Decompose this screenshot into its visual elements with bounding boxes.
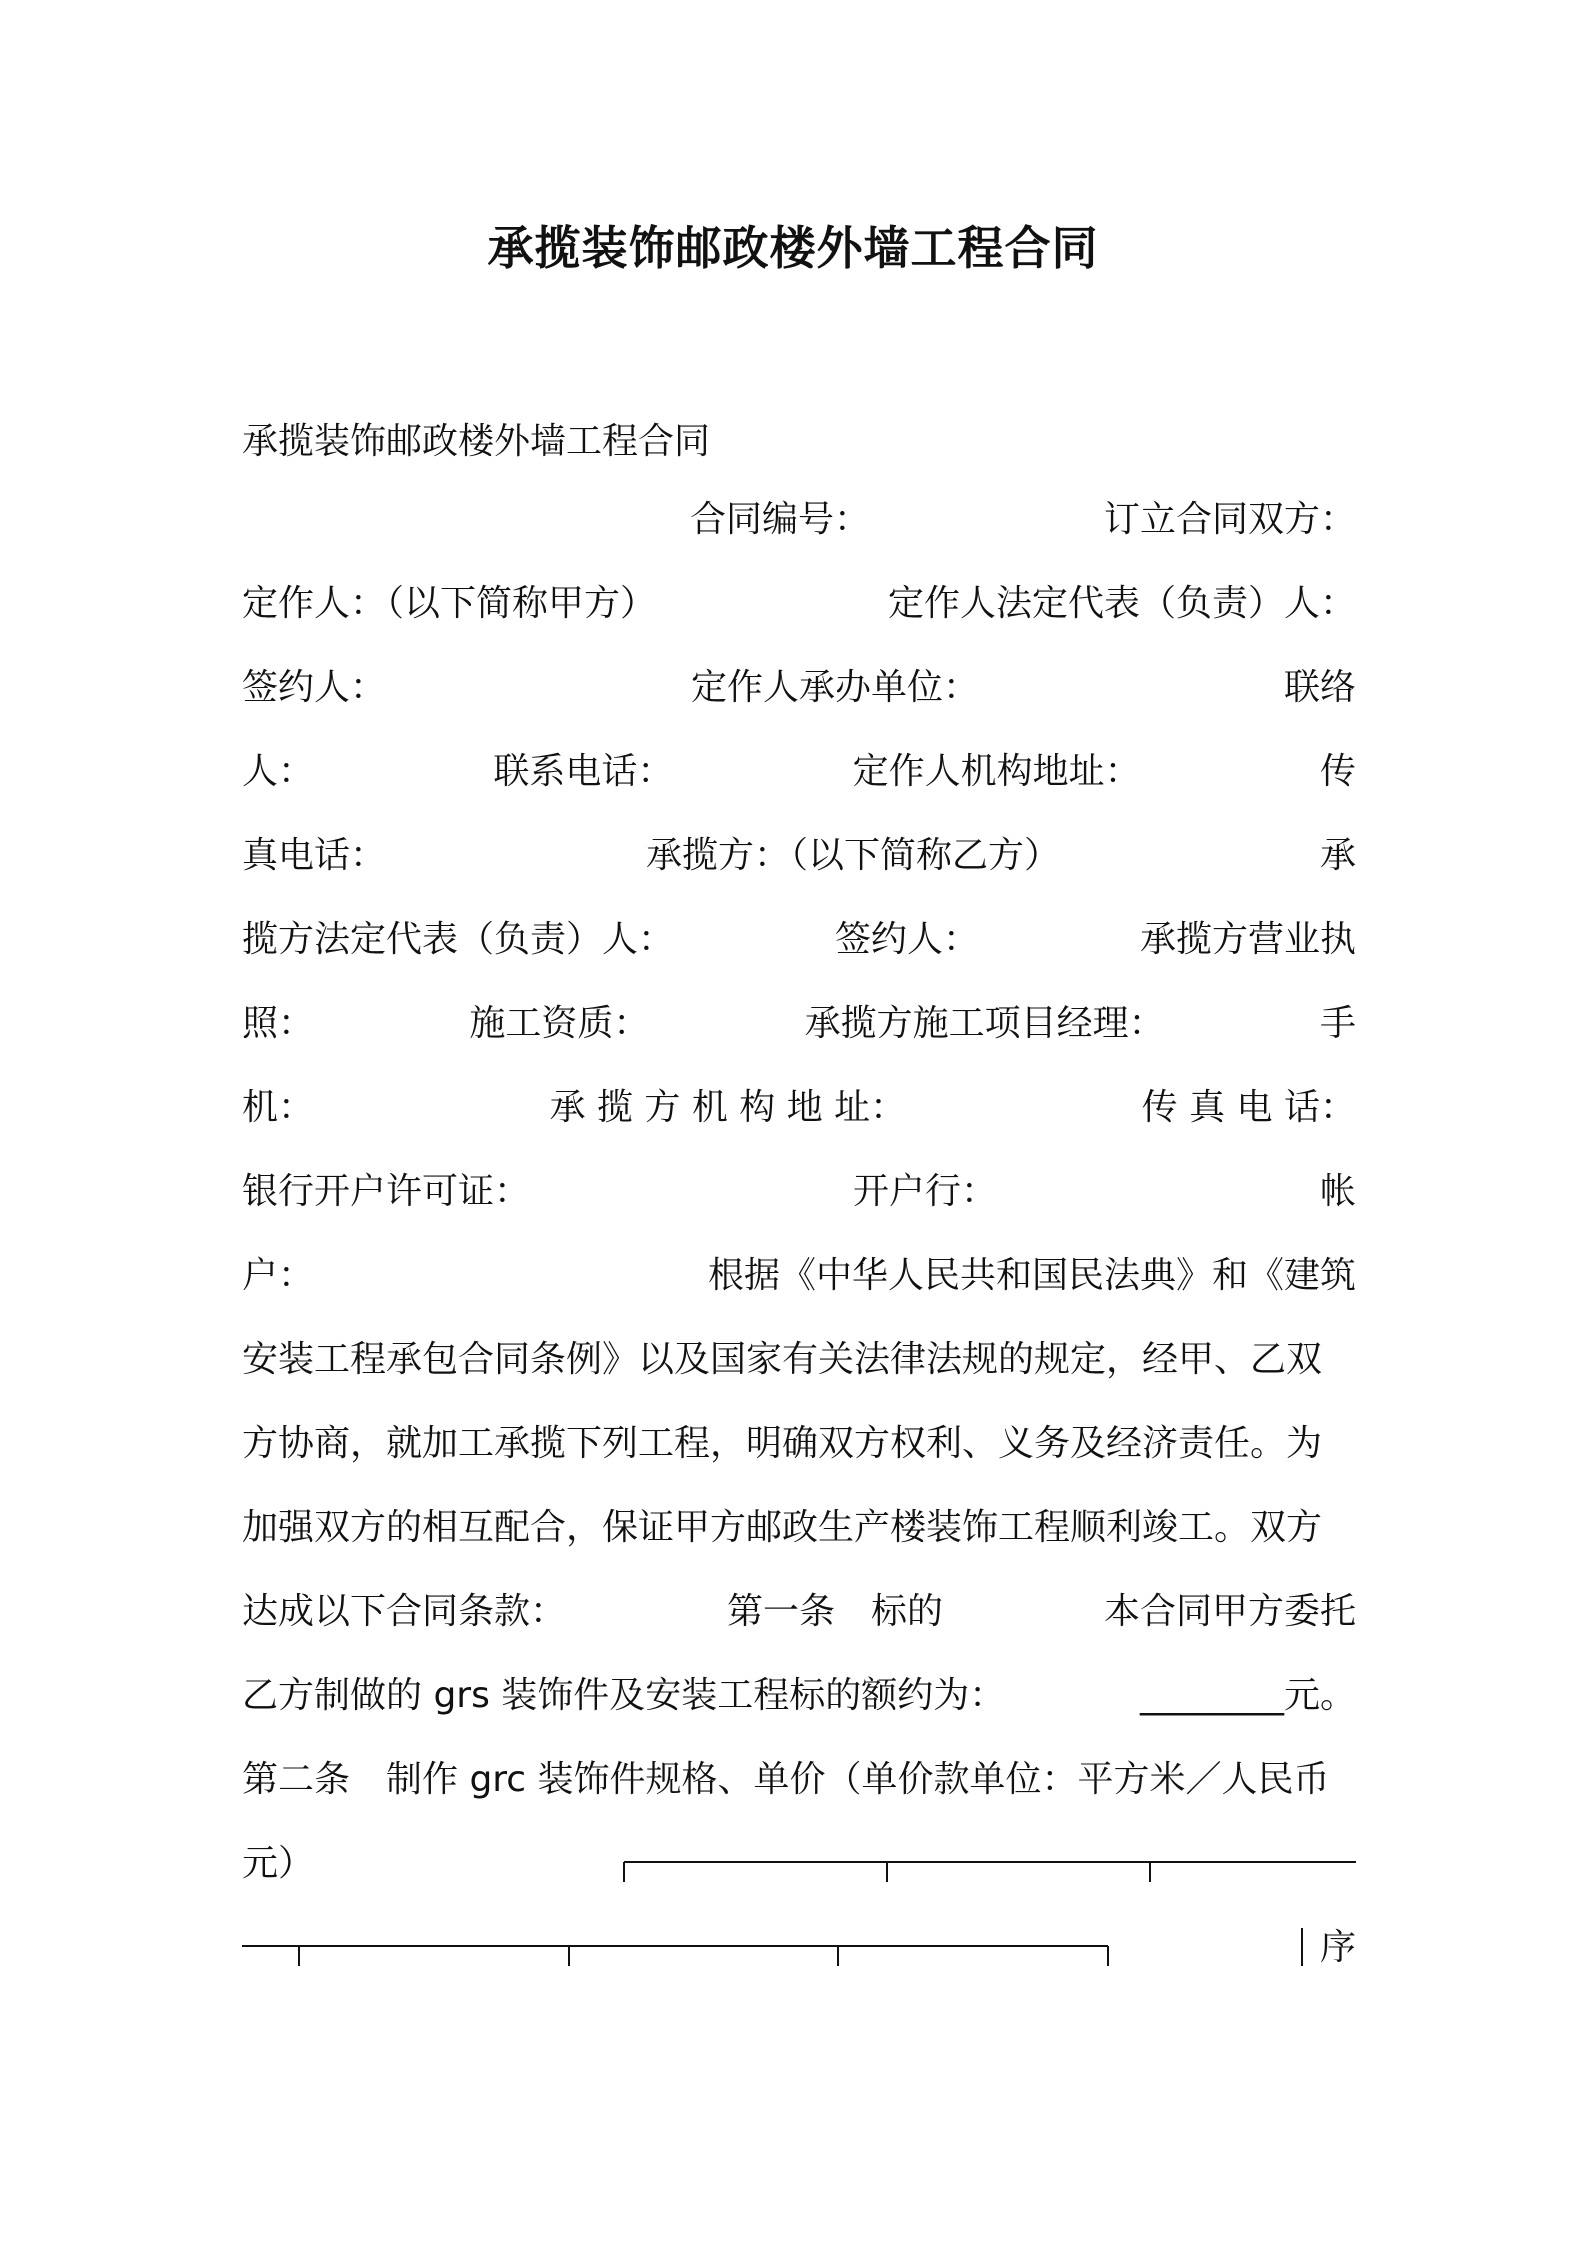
body-text: 户： bbox=[242, 1255, 315, 1296]
body-text: 方协商，就加工承揽下列工程，明确双方权利、义务及经济责任。为 bbox=[242, 1423, 1323, 1464]
body-text: 承揽方施工项目经理： bbox=[804, 1003, 1165, 1044]
body-text: 加强双方的相互配合，保证甲方邮政生产楼装饰工程顺利竣工。双方 bbox=[242, 1507, 1323, 1548]
article-two-heading: 第二条 制作 grc 装饰件规格、单价（单价款单位：平方米／人民币 bbox=[242, 1759, 1330, 1800]
parties-label: 订立合同双方： bbox=[1103, 499, 1356, 540]
body-text: 联系电话： bbox=[493, 751, 674, 792]
body-text: 揽方法定代表（负责）人： bbox=[242, 919, 675, 960]
body-text: 机： bbox=[242, 1087, 315, 1128]
body-text: 乙方制做的 grs 装饰件及安装工程标的额约为： bbox=[242, 1675, 1006, 1716]
contract-number-label: 合同编号： bbox=[690, 499, 871, 540]
body-text: 手 bbox=[1319, 1003, 1356, 1044]
body-text: 联络 bbox=[1283, 667, 1356, 708]
body-text: 银行开户许可证： bbox=[242, 1171, 531, 1212]
document-title: 承揽装饰邮政楼外墙工程合同 bbox=[487, 221, 1099, 275]
body-text: 承 揽 方 机 构 地 址： bbox=[549, 1087, 907, 1128]
body-text: 签约人： bbox=[242, 667, 387, 708]
body-text: 传 真 电 话： bbox=[1141, 1087, 1356, 1128]
body-text: 安装工程承包合同条例》以及国家有关法律法规的规定，经甲、乙双 bbox=[242, 1339, 1323, 1380]
body-text: 本合同甲方委托 bbox=[1103, 1591, 1356, 1632]
body-text: 定作人：（以下简称甲方） bbox=[242, 583, 657, 624]
body-text: 达成以下合同条款： bbox=[242, 1591, 567, 1632]
body-text: 签约人： bbox=[834, 919, 979, 960]
document-subtitle: 承揽装饰邮政楼外墙工程合同 bbox=[242, 421, 711, 462]
body-text: 元） bbox=[242, 1843, 315, 1884]
body-text: 传 bbox=[1319, 751, 1356, 792]
body-text: 承 bbox=[1319, 835, 1356, 876]
body-text: 人： bbox=[242, 751, 315, 792]
body-text: 帐 bbox=[1319, 1171, 1356, 1212]
body-text: 根据《中华人民共和国民法典》和《建筑 bbox=[707, 1255, 1356, 1296]
body-text: 承揽方：（以下简称乙方） bbox=[645, 835, 1060, 876]
amount-blank: ________元。 bbox=[1139, 1675, 1356, 1716]
body-text: 真电话： bbox=[242, 835, 387, 876]
body-text: 定作人机构地址： bbox=[852, 751, 1141, 792]
table-header-seq: 序 bbox=[1319, 1927, 1356, 1968]
body-text: 照： bbox=[242, 1003, 315, 1044]
body-text: 定作人承办单位： bbox=[690, 667, 979, 708]
body-text: 开户行： bbox=[852, 1171, 997, 1212]
article-one-heading: 第一条 标的 bbox=[726, 1591, 943, 1632]
body-text: 定作人法定代表（负责）人： bbox=[887, 583, 1356, 624]
body-text: 承揽方营业执 bbox=[1139, 919, 1356, 960]
body-text: 施工资质： bbox=[469, 1003, 650, 1044]
